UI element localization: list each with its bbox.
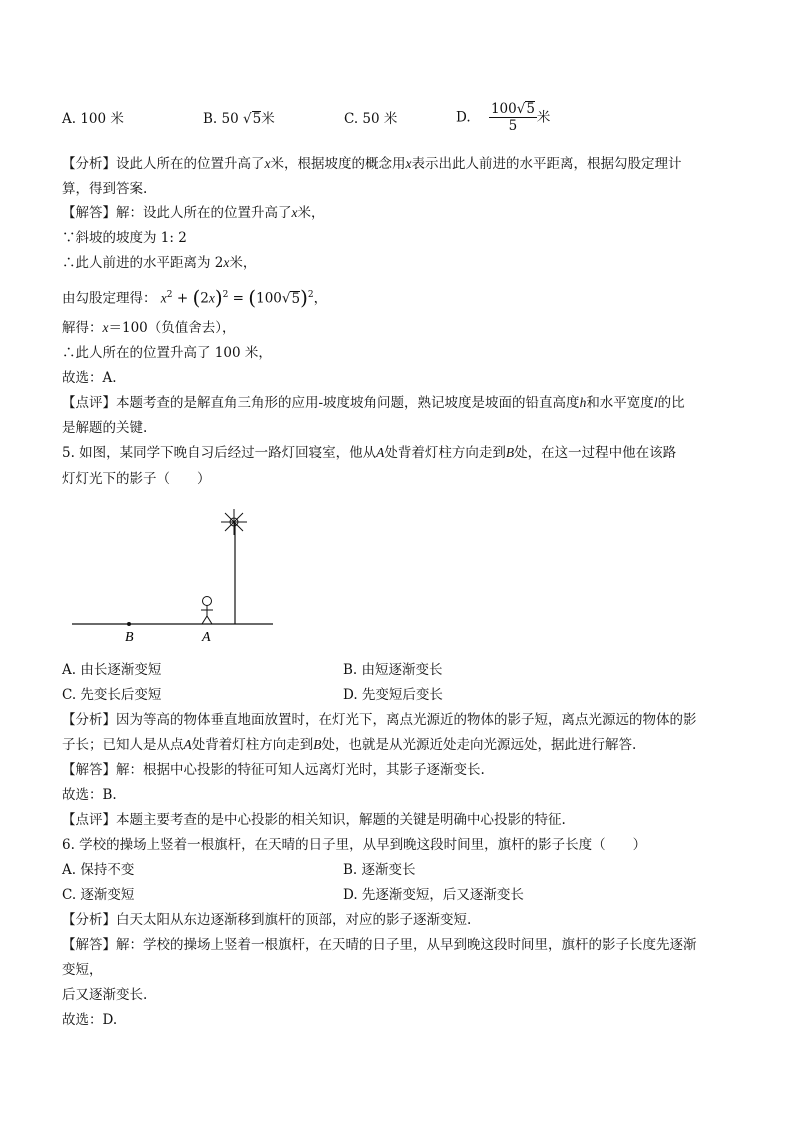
q6-analysis: 【分析】白天太阳从东边逐渐移到旗杆的顶部，对应的影子逐渐变短. [62, 912, 472, 928]
q4-answer-line2: ∵斜坡的坡度为 1: 2 [62, 230, 187, 246]
q4-answer-line4: 由勾股定理得： $x^2 + (2x)^2 = (100√5)^2$， [62, 285, 328, 310]
q4-option-d: D. $\frac{100√5}{5}$ 米 [456, 101, 551, 134]
q5-option-d: D. 先变短后变长 [343, 687, 443, 703]
q4-answer-line6: ∴此人所在的位置升高了 100 米， [62, 345, 272, 361]
q4-comment-line1: 【点评】本题考查的是解直角三角形的应用-坡度坡角问题，熟记坡度是坡面的铅直高度h和水平宽度l的比 [62, 395, 685, 411]
q4-answer-line7: 故选：A. [62, 370, 117, 386]
q4-answer-line1: 【解答】解：设此人所在的位置升高了x米， [62, 205, 325, 221]
person-icon [201, 597, 213, 625]
q5-stem-line1: 5. 如图，某同学下晚自习后经过一路灯回寝室，他从A处背着灯柱方向走到B处，在这一过程中他在该路 [62, 445, 677, 461]
q4-option-c: C. 50 米 [344, 111, 398, 127]
q6-answer-line3: 后又逐渐变长. [62, 987, 148, 1003]
lamp-figure [70, 505, 280, 647]
q5-answer-line2: 故选：B. [62, 787, 117, 803]
lamp-light-icon [221, 509, 247, 535]
point-b [127, 622, 131, 626]
q6-answer-line1: 【解答】解：学校的操场上竖着一根旗杆，在天晴的日子里，从早到晚这段时间里，旗杆的影子长度先逐渐 [62, 937, 697, 953]
q6-option-d: D. 先逐渐变短，后又逐渐变长 [343, 887, 524, 903]
q5-option-a: A. 由长逐渐变短 [62, 662, 162, 678]
q5-comment: 【点评】本题主要考查的是中心投影的相关知识，解题的关键是明确中心投影的特征. [62, 812, 566, 828]
q4-option-a: A. 100 米 [62, 111, 124, 127]
q4-comment-line2: 是解题的关键. [62, 420, 148, 436]
q6-stem: 6. 学校的操场上竖着一根旗杆，在天晴的日子里，从早到晚这段时间里，旗杆的影子长度（ ） [62, 837, 647, 853]
q5-option-b: B. 由短逐渐变长 [343, 662, 443, 678]
q4-answer-line5: 解得：x＝100（负值舍去）， [62, 320, 236, 336]
q5-stem-line2: 灯灯光下的影子（ ） [62, 471, 211, 487]
q5-option-c: C. 先变长后变短 [62, 687, 162, 703]
q4-option-b: B. 50 √5米 [203, 111, 275, 127]
q5-analysis-line2: 子长；已知人是从点A处背着灯柱方向走到B处，也就是从光源近处走向光源远处，据此进行解答. [62, 737, 637, 753]
q6-option-a: A. 保持不变 [62, 862, 135, 878]
q5-analysis-line1: 【分析】因为等高的物体垂直地面放置时，在灯光下，离点光源近的物体的影子短，离点光源远的物体的影 [62, 712, 697, 728]
label-b: B [125, 630, 134, 645]
label-a: A [202, 630, 211, 645]
q4-analysis-line2: 算，得到答案. [62, 181, 148, 197]
q6-answer-line2: 变短， [62, 962, 103, 978]
q4-answer-line3: ∴此人前进的水平距离为 2x米， [62, 255, 257, 271]
q6-option-c: C. 逐渐变短 [62, 887, 135, 903]
q6-option-b: B. 逐渐变长 [343, 862, 416, 878]
q5-answer-line1: 【解答】解：根据中心投影的特征可知人远离灯光时，其影子逐渐变长. [62, 762, 485, 778]
q6-answer-line4: 故选：D. [62, 1012, 118, 1028]
q4-analysis-line1: 【分析】设此人所在的位置升高了x米，根据坡度的概念用x表示出此人前进的水平距离，根据勾股定理计 [62, 156, 682, 172]
